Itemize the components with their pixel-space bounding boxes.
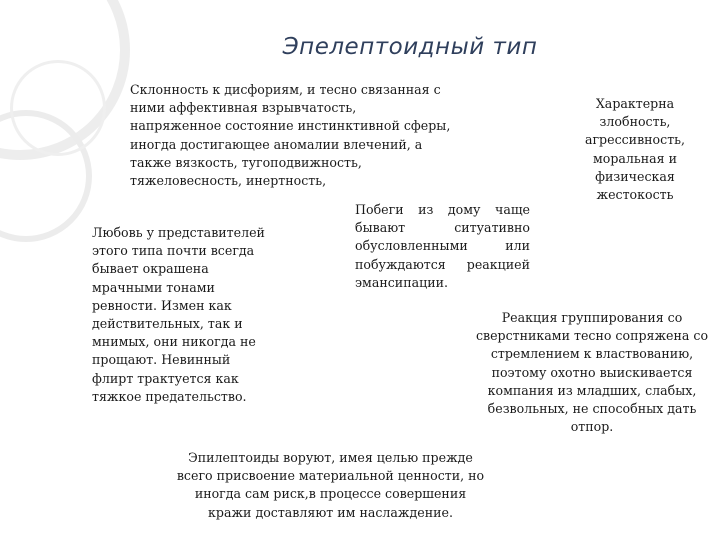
tendency-text: Склонность к дисфориям, и тесно связанная с ними аффективная взрывчатость, напряженное состояние инстинктивной сферы, иногда достигающее аномалии влечений, а также вязкость, тугоподвижность, тяжеловесность, инертность, <box>130 82 451 189</box>
love-jealousy-text: Любовь у представителей этого типа почти всегда бывает окрашена мрачными тонами ревности. Измен как действительных, так и мнимых, они никогда не прощают. Невинный флирт трактуется как тяжкое предательство. <box>92 225 265 404</box>
slide-title: Эпелептоидный тип <box>282 34 538 60</box>
grouping-reaction-text: Реакция группирования со сверстниками тесно сопряжена со стремлением к властвованию, поэтому охотно выискивается компания из младших, слабых, безвольных, не способных дать отпор. <box>475 310 709 435</box>
theft-text: Эпилептоиды воруют, имея целью прежде всего присвоение материальной ценности, но иногда сам риск,в процессе совершения кражи доставляют им наслаждение. <box>176 450 485 520</box>
runaways-text: Побеги из дому чаще бывают ситуативно обусловленными или побуждаются реакцией эмансипации. <box>355 202 530 290</box>
cruelty-text: Характерна злобность, агрессивность, моральная и физическая жестокость <box>584 96 686 203</box>
decorative-ring-small <box>10 60 106 156</box>
